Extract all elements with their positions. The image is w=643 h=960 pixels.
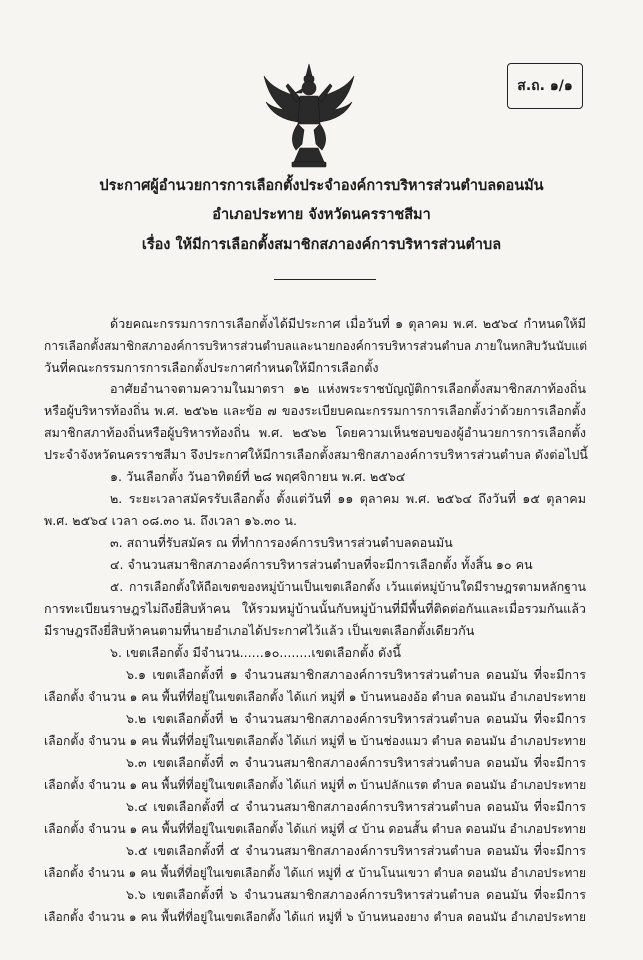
paragraph2-line: ประจำจังหวัดนครราชสีมา จึงประกาศให้มีการเลือกตั้งสมาชิกสภาองค์การบริหารส่วนตำบล ดังต่อไปนี้ <box>44 447 588 462</box>
district-line: เลือกตั้ง จำนวน ๑ คน พื้นที่ที่อยู่ในเขตเลือกตั้ง ได้แก่ หมู่ที่ ๑ บ้านหนองอ้อ ตำบล ดอนมัน อำเภอประทาย <box>44 690 586 704</box>
announcement-title: ประกาศผู้อำนวยการการเลือกตั้งประจำองค์การบริหารส่วนตำบลดอนมัน <box>99 178 544 194</box>
district-line: เลือกตั้ง จำนวน ๑ คน พื้นที่ที่อยู่ในเขตเลือกตั้ง ได้แก่ หมู่ที่ ๖ บ้านหนองยาง ตำบล ดอนมัน อำเภอประทาย <box>44 910 586 924</box>
item-district-rule: ๕. การเลือกตั้งให้ถือเขตของหมู่บ้านเป็นเขตเลือกตั้ง เว้นแต่หมู่บ้านใดมีราษฎรตามหลักฐาน <box>110 580 586 594</box>
district-line: เลือกตั้ง จำนวน ๑ คน พื้นที่ที่อยู่ในเขตเลือกตั้ง ได้แก่ หมู่ที่ ๕ บ้านโนนเขวา ตำบล ดอนมัน อำเภอประทาย <box>44 866 586 880</box>
district-line: ๖.๔ เขตเลือกตั้งที่ ๔ จำนวนสมาชิกสภาองค์การบริหารส่วนตำบล ดอนมัน ที่จะมีการ <box>126 799 586 814</box>
district-line: เลือกตั้ง จำนวน ๑ คน พื้นที่ที่อยู่ในเขตเลือกตั้ง ได้แก่ หมู่ที่ ๓ บ้านปลักแรต ตำบล ดอนมัน อำเภอประทาย <box>44 778 587 792</box>
paragraph2-line: สมาชิกสภาท้องถิ่นหรือผู้บริหารท้องถิ่น พ.ศ. ๒๕๖๒ โดยความเห็นชอบของผู้อำนวยการการเลือกตั้ง <box>44 425 586 440</box>
paragraph1-line: วันที่คณะกรรมการการเลือกตั้งประกาศกำหนดให้มีการเลือกตั้ง <box>44 360 379 375</box>
item-election-date: ๑. วันเลือกตั้ง วันอาทิตย์ที่ ๒๘ พฤศจิกายน พ.ศ. ๒๕๖๔ <box>110 469 406 484</box>
district-line: ๖.๕ เขตเลือกตั้งที่ ๕ จำนวนสมาชิกสภาองค์การบริหารส่วนตำบล ดอนมัน ที่จะมีการ <box>126 843 586 858</box>
garuda-emblem-icon <box>262 62 356 170</box>
paragraph1-line: การเลือกตั้งสมาชิกสภาองค์การบริหารส่วนตำบลและนายกองค์การบริหารส่วนตำบล ภายในหกสิบวันนับแต่ <box>44 339 588 353</box>
district-line: ๖.๑ เขตเลือกตั้งที่ ๑ จำนวนสมาชิกสภาองค์การบริหารส่วนตำบล ดอนมัน ที่จะมีการ <box>126 667 586 682</box>
paragraph2-line: อาศัยอำนาจตามความในมาตรา ๑๒ แห่งพระราชบัญญัติการเลือกตั้งสมาชิกสภาท้องถิ่น <box>110 381 586 396</box>
district-line: เลือกตั้ง จำนวน ๑ คน พื้นที่ที่อยู่ในเขตเลือกตั้ง ได้แก่ หมู่ที่ ๒ บ้านช่องแมว ตำบล ดอนมัน อำเภอประทาย <box>44 734 586 748</box>
title-divider <box>274 279 376 280</box>
item-application-period: พ.ศ. ๒๕๖๔ เวลา ๐๘.๓๐ น. ถึงเวลา ๑๖.๓๐ น. <box>44 513 298 528</box>
item-district-rule: มีราษฎรถึงยี่สิบห้าคนตามที่นายอำเภอได้ประกาศไว้แล้ว เป็นเขตเลือกตั้งเดียวกัน <box>44 623 475 638</box>
announcement-subject: เรื่อง ให้มีการเลือกตั้งสมาชิกสภาองค์การบริหารส่วนตำบล <box>141 237 502 253</box>
district-line: ๖.๖ เขตเลือกตั้งที่ ๖ จำนวนสมาชิกสภาองค์การบริหารส่วนตำบล ดอนมัน ที่จะมีการ <box>126 887 586 902</box>
item-district-rule: การทะเบียนราษฎรไม่ถึงยี่สิบห้าคน ให้รวมหมู่บ้านนั้นกับหมู่บ้านที่มีพื้นที่ติดต่อกันและเมื่อรวมกันแล้ว <box>44 601 586 616</box>
district-line: เลือกตั้ง จำนวน ๑ คน พื้นที่ที่อยู่ในเขตเลือกตั้ง ได้แก่ หมู่ที่ ๔ บ้าน ดอนสั้น ตำบล ดอนมัน อำเภอประทาย <box>44 822 586 836</box>
district-line: ๖.๒ เขตเลือกตั้งที่ ๒ จำนวนสมาชิกสภาองค์การบริหารส่วนตำบล ดอนมัน ที่จะมีการ <box>126 711 586 726</box>
announcement-location: อำเภอประทาย จังหวัดนครราชสีมา <box>212 207 431 223</box>
district-line: ๖.๓ เขตเลือกตั้งที่ ๓ จำนวนสมาชิกสภาองค์การบริหารส่วนตำบล ดอนมัน ที่จะมีการ <box>126 755 586 770</box>
item-member-count: ๔. จำนวนสมาชิกสภาองค์การบริหารส่วนตำบลที่จะมีการเลือกตั้ง ทั้งสิ้น ๑๐ คน <box>110 557 533 572</box>
item-application-period: ๒. ระยะเวลาสมัครรับเลือกตั้ง ตั้งแต่วันที่ ๑๑ ตุลาคม พ.ศ. ๒๕๖๔ ถึงวันที่ ๑๕ ตุลาคม <box>110 491 586 506</box>
document-number-box <box>507 63 583 109</box>
document-number: ส.ถ. ๑/๑ <box>517 78 573 94</box>
item-application-place: ๓. สถานที่รับสมัคร ณ ที่ทำการองค์การบริหารส่วนตำบลดอนมัน <box>110 535 453 550</box>
item-district-count: ๖. เขตเลือกตั้ง มีจำนวน......๑๐........เขตเลือกตั้ง ดังนี้ <box>110 645 401 660</box>
paragraph2-line: หรือผู้บริหารท้องถิ่น พ.ศ. ๒๕๖๒ และข้อ ๗ ของระเบียบคณะกรรมการการเลือกตั้งว่าด้วยการเลือกตั้ง <box>44 403 586 418</box>
paragraph1-line: ด้วยคณะกรรมการการเลือกตั้งได้มีประกาศ เมื่อวันที่ ๑ ตุลาคม พ.ศ. ๒๕๖๔ กำหนดให้มี <box>110 316 586 331</box>
